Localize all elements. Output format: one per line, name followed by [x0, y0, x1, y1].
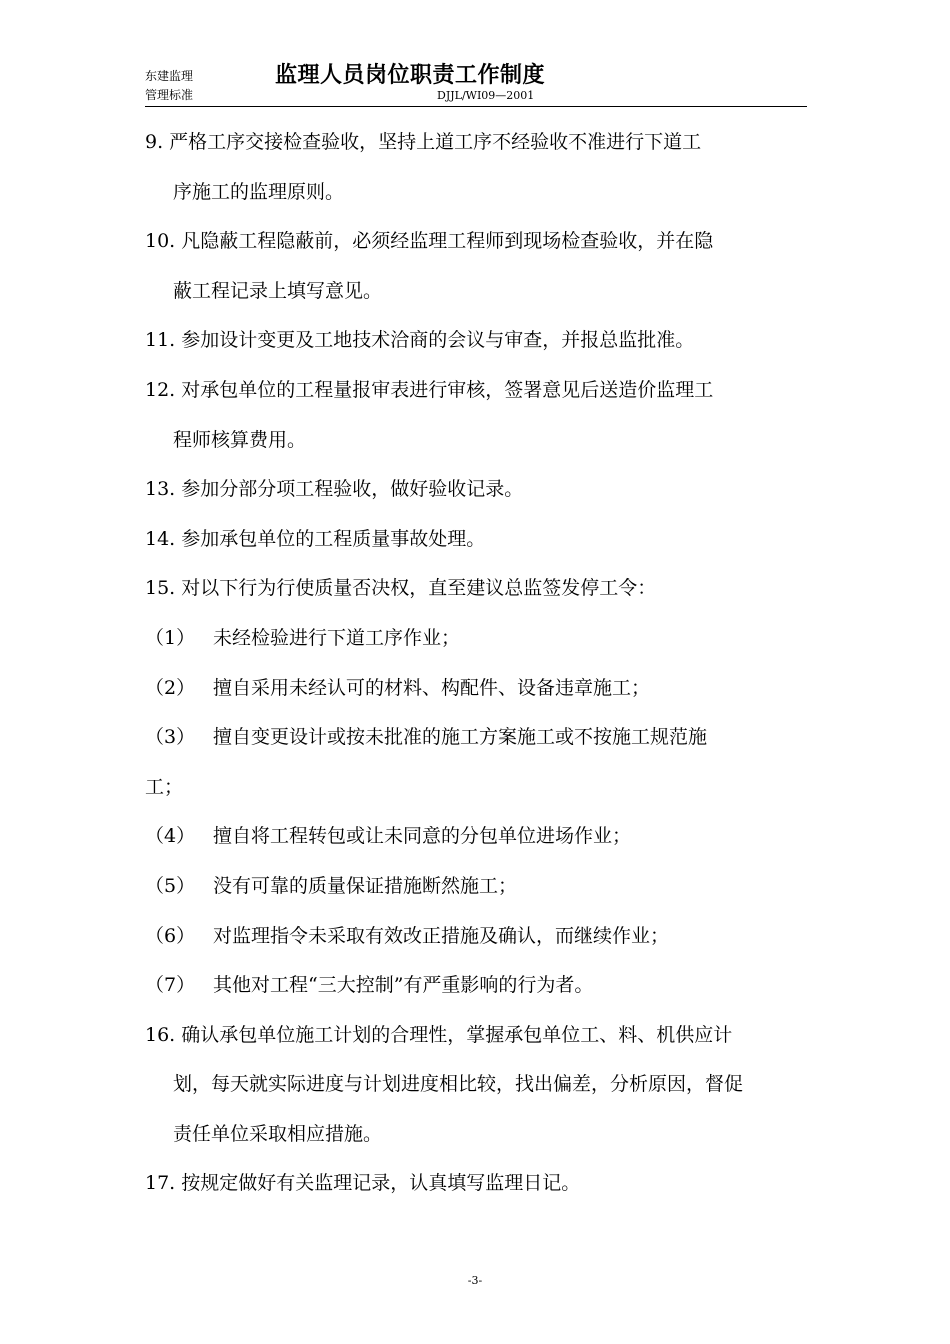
- sub-item-text: 没有可靠的质量保证措施断然施工；: [213, 874, 518, 897]
- item-9-line-2: 序施工的监理原则。: [173, 180, 345, 203]
- item-15: 15. 对以下行为行使质量否决权，直至建议总监签发停工令：: [145, 577, 657, 600]
- sub-item-text: 未经检验进行下道工序作业；: [213, 626, 461, 649]
- sub-item-number: （5）: [145, 874, 196, 897]
- standard-label: 管理标准: [145, 88, 194, 102]
- item-9-line-1: 9. 严格工序交接检查验收，坚持上道工序不经验收不准进行下道工: [145, 131, 702, 153]
- sub-item-7: [145, 961, 807, 1011]
- document-title: 监理人员岗位职责工作制度: [275, 62, 546, 88]
- item-14: 14. 参加承包单位的工程质量事故处理。: [145, 527, 486, 550]
- page-header: [145, 62, 807, 107]
- sub-item-1: [145, 614, 807, 664]
- item-16-line-2: 划，每天就实际进度与计划进度相比较，找出偏差，分析原因，督促: [173, 1073, 744, 1096]
- sub-item-text: 对监理指令未采取有效改正措施及确认，而继续作业；: [213, 924, 670, 947]
- sub-item-number: （6）: [145, 924, 196, 947]
- item-10-line-2: 蔽工程记录上填写意见。: [173, 279, 383, 302]
- sub-item-5: [145, 862, 807, 912]
- sub-item-number: （4）: [145, 825, 196, 848]
- sub-item-number: （3）: [145, 726, 196, 749]
- sub-item-number: （1）: [145, 626, 196, 649]
- item-17: 17. 按规定做好有关监理记录，认真填写监理日记。: [145, 1172, 581, 1195]
- item-12-line-1: 12. 对承包单位的工程量报审表进行审核，签署意见后送造价监理工: [145, 378, 714, 401]
- item-16-line-1: 16. 确认承包单位施工计划的合理性，掌握承包单位工、料、机供应计: [145, 1023, 733, 1046]
- page-number: -3-: [467, 1274, 483, 1287]
- item-11: 11. 参加设计变更及工地技术洽商的会议与审查，并报总监批准。: [145, 329, 695, 352]
- sub-item-3: [145, 713, 807, 763]
- item-10-line-1: 10. 凡隐蔽工程隐蔽前，必须经监理工程师到现场检查验收，并在隐: [145, 230, 714, 253]
- item-16-line-3: 责任单位采取相应措施。: [173, 1122, 383, 1145]
- sub-item-text: 擅自将工程转包或让未同意的分包单位进场作业；: [213, 825, 632, 848]
- sub-item-text: 擅自采用未经认可的材料、构配件、设备违章施工；: [213, 676, 651, 699]
- org-name: 东建监理: [145, 69, 194, 83]
- sub-item-3-continuation: 工；: [145, 775, 184, 798]
- item-13: 13. 参加分部分项工程验收，做好验收记录。: [145, 478, 524, 501]
- sub-item-number: （2）: [145, 676, 196, 699]
- sub-item-2: [145, 664, 807, 714]
- sub-item-text: 擅自变更设计或按未批准的施工方案施工或不按施工规范施: [213, 726, 708, 749]
- sub-item-4: [145, 812, 807, 862]
- sub-item-text: 其他对工程“三大控制”有严重影响的行为者。: [213, 974, 594, 997]
- sub-item-number: （7）: [145, 974, 196, 997]
- document-code: DJJL/WI09—2001: [437, 89, 535, 102]
- document-body: [145, 118, 807, 1209]
- item-12-line-2: 程师核算费用。: [173, 428, 307, 451]
- sub-item-6: [145, 912, 807, 962]
